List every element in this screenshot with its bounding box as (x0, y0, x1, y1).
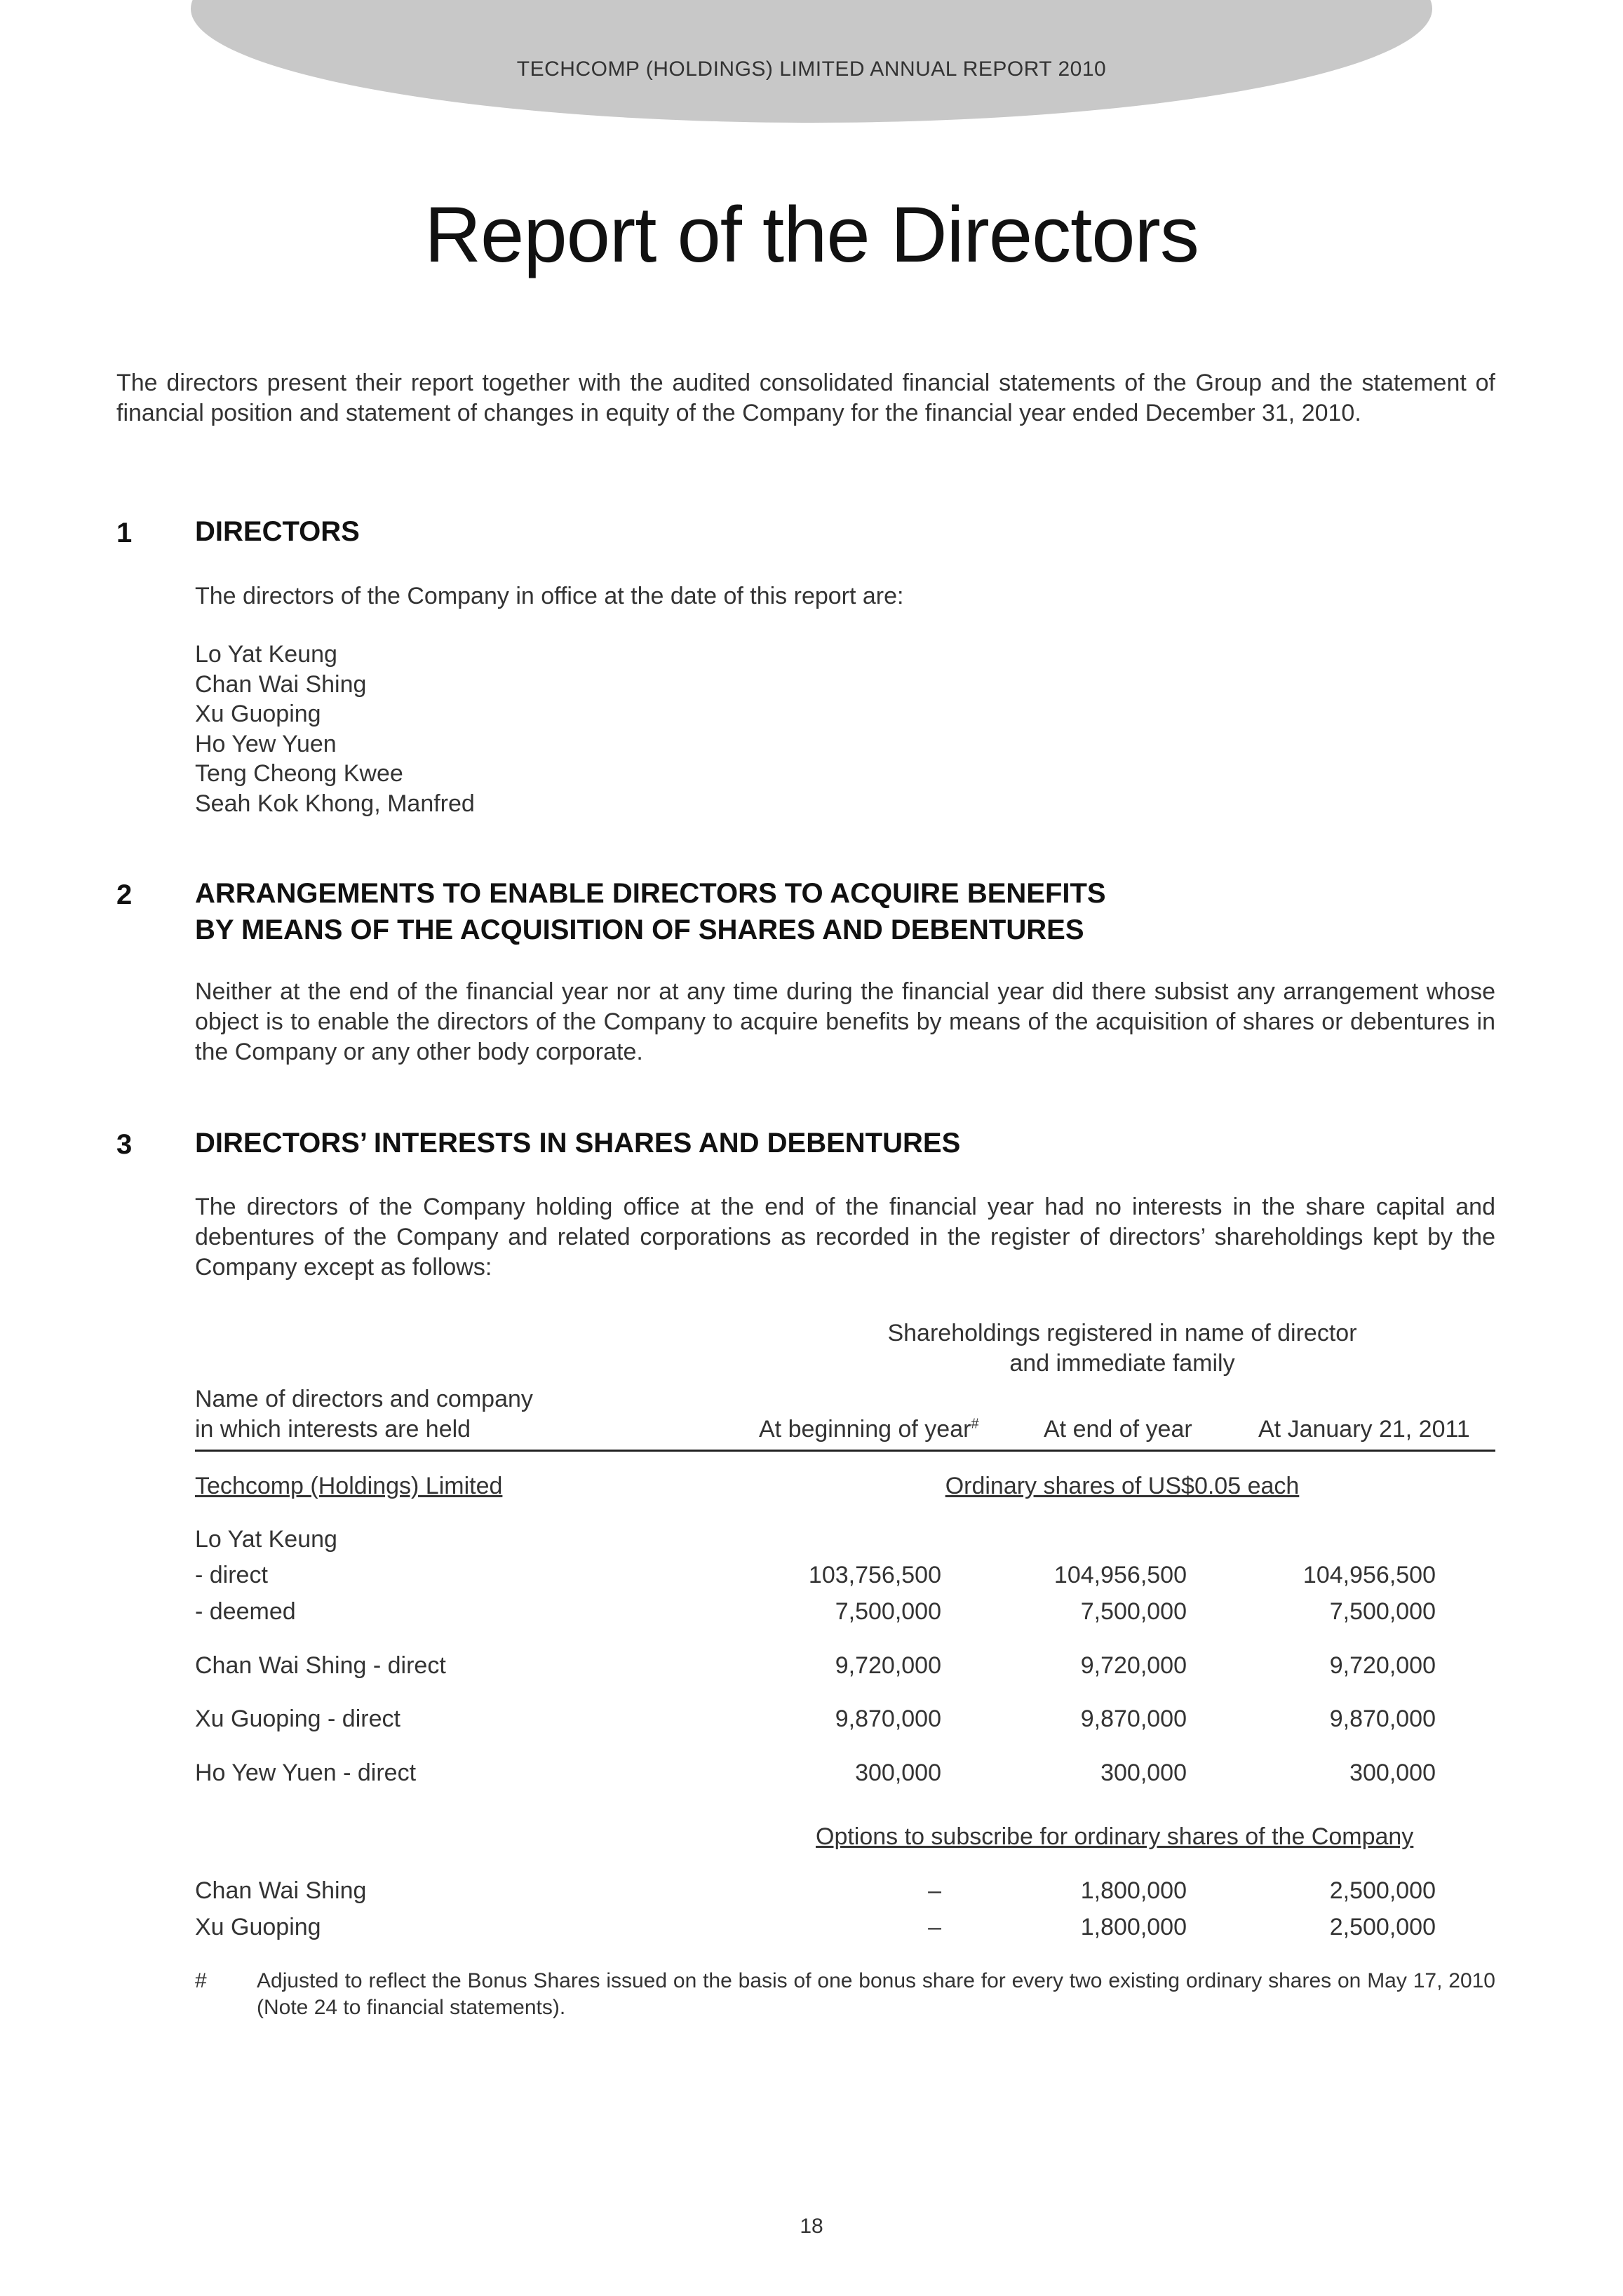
section-2-title-line2: BY MEANS OF THE ACQUISITION OF SHARES AND DEBENTURES (195, 914, 1084, 945)
cell-date: 9,870,000 (1329, 1706, 1436, 1732)
cell-end: 104,956,500 (1053, 1562, 1187, 1588)
name-header-line1: Name of directors and company (195, 1386, 533, 1412)
section-3-title: DIRECTORS’ INTERESTS IN SHARES AND DEBENTURES (195, 1128, 961, 1159)
name-header-line2: in which interests are held (195, 1416, 471, 1443)
director-list (195, 640, 475, 818)
section-2-title-line1: ARRANGEMENTS TO ENABLE DIRECTORS TO ACQUIRE BENEFITS (195, 878, 1106, 909)
cell-end: 7,500,000 (1080, 1598, 1187, 1625)
list-item: Ho Yew Yuen (195, 730, 337, 757)
intro-paragraph: The directors present their report together with the audited consolidated financial statements of the Group and the statement of financial position and statement of changes in equity of the Company for the financial year ended December 31, 2010. (116, 370, 1495, 426)
column-header-date: At January 21, 2011 (1258, 1416, 1470, 1443)
cell-beginning: 103,756,500 (808, 1562, 941, 1588)
section-3-number: 3 (116, 1129, 133, 1160)
options-label: Options to subscribe for ordinary shares of the Company (816, 1823, 1414, 1850)
company-name: Techcomp (Holdings) Limited (195, 1473, 503, 1499)
column-header-end: At end of year (1044, 1416, 1192, 1443)
cell-date: 7,500,000 (1329, 1598, 1436, 1625)
row-label: Chan Wai Shing - direct (195, 1652, 446, 1679)
section-3-body: The directors of the Company holding office at the end of the financial year had no interests in the share capital and debentures of the Company and related corporations as recorded in the register of directors’ shareholdings kept by the Company except as follows: (195, 1194, 1495, 1281)
row-label: Xu Guoping - direct (195, 1706, 400, 1732)
list-item: Teng Cheong Kwee (195, 760, 403, 787)
footnote-reference-mark: # (971, 1416, 979, 1432)
group-header-line2: and immediate family (1009, 1350, 1235, 1377)
cell-end: 9,720,000 (1080, 1652, 1187, 1679)
cell-end: 9,870,000 (1080, 1706, 1187, 1732)
list-item: Xu Guoping (195, 701, 321, 727)
cell-end: 300,000 (1100, 1760, 1187, 1786)
section-1-number: 1 (116, 518, 133, 548)
cell-end: 1,800,000 (1080, 1877, 1187, 1904)
section-2-body: Neither at the end of the financial year nor at any time during the financial year did there subsist any arrangement whose object is to enable the directors of the Company to acquire benefits by means of the acquisition of shares or debentures in the Company or any other body corporate. (195, 978, 1495, 1065)
row-label: - direct (195, 1562, 268, 1588)
section-2-title (195, 875, 1457, 948)
row-label: Xu Guoping (195, 1914, 321, 1940)
column-header-beginning-label: At beginning of year (759, 1416, 971, 1443)
column-header-beginning (759, 1416, 979, 1443)
page-title: Report of the Directors (424, 191, 1199, 278)
cell-date: 2,500,000 (1329, 1877, 1436, 1904)
cell-beginning: 300,000 (855, 1760, 941, 1786)
cell-date: 9,720,000 (1329, 1652, 1436, 1679)
list-item: Seah Kok Khong, Manfred (195, 790, 475, 817)
row-label: Chan Wai Shing (195, 1877, 367, 1904)
row-label: - deemed (195, 1598, 296, 1625)
cell-beginning: – (928, 1877, 941, 1904)
row-label: Ho Yew Yuen - direct (195, 1760, 417, 1786)
cell-date: 300,000 (1349, 1760, 1436, 1786)
cell-beginning: – (928, 1914, 941, 1940)
footnote-mark: # (195, 1969, 207, 1992)
header-rule (195, 1450, 1495, 1452)
cell-date: 104,956,500 (1302, 1562, 1436, 1588)
director-name-lo: Lo Yat Keung (195, 1526, 337, 1553)
list-item: Chan Wai Shing (195, 670, 367, 698)
cell-beginning: 7,500,000 (835, 1598, 941, 1625)
group-header-line1: Shareholdings registered in name of director (887, 1320, 1357, 1346)
footnote-text: Adjusted to reflect the Bonus Shares issued on the basis of one bonus share for every two existing ordinary shares on May 17, 2010 (Note 24 to financial statements). (257, 1969, 1495, 2019)
cell-beginning: 9,720,000 (835, 1652, 941, 1679)
running-header: TECHCOMP (HOLDINGS) LIMITED ANNUAL REPORT 2010 (516, 58, 1107, 81)
cell-beginning: 9,870,000 (835, 1706, 941, 1732)
section-2-number: 2 (116, 879, 133, 910)
list-item: Lo Yat Keung (195, 641, 337, 668)
cell-end: 1,800,000 (1080, 1914, 1187, 1940)
shares-label: Ordinary shares of US$0.05 each (945, 1473, 1300, 1499)
section-1-lead: The directors of the Company in office at the date of this report are: (195, 583, 904, 609)
section-1-title: DIRECTORS (195, 516, 360, 547)
page-number: 18 (800, 2215, 823, 2238)
cell-date: 2,500,000 (1329, 1914, 1436, 1940)
